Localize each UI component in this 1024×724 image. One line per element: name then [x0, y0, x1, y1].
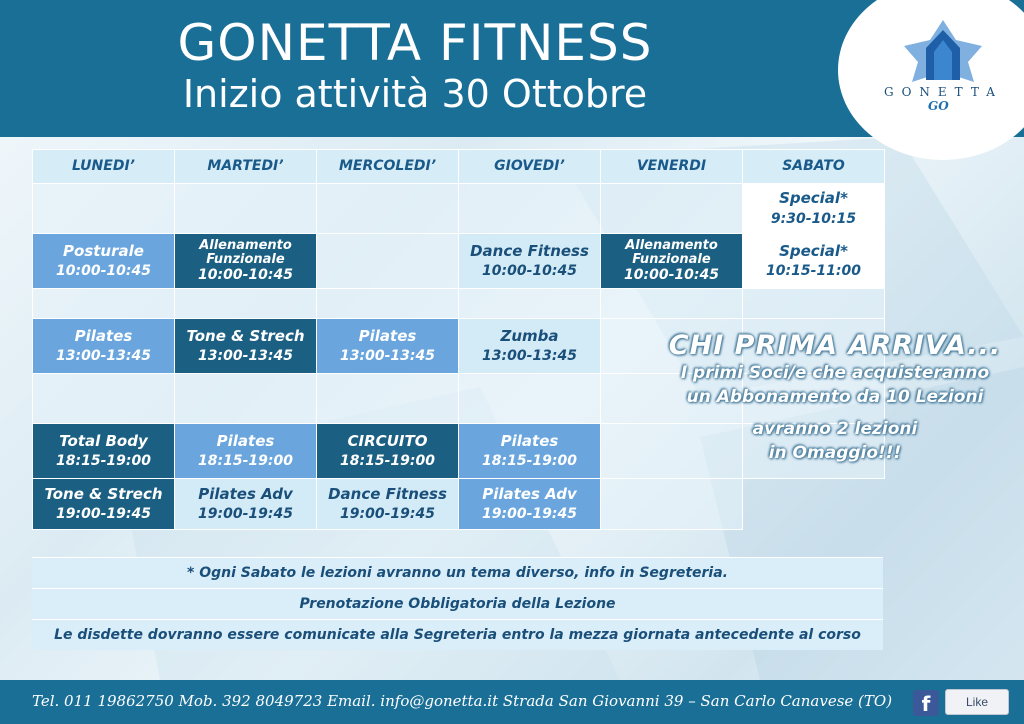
day-header: LUNEDI’: [33, 150, 175, 184]
empty-slot: [459, 374, 601, 424]
logo-wordmark: GONETTA: [884, 85, 1003, 99]
class-name: Tone & Strech: [44, 484, 163, 503]
empty-slot: [33, 374, 175, 424]
day-header: MARTEDI’: [175, 150, 317, 184]
page-subtitle: Inizio attività 30 Ottobre: [182, 72, 648, 116]
class-name: Tone & Strech: [186, 326, 305, 345]
class-time: 10:15-11:00: [766, 263, 861, 280]
class-name: Pilates: [216, 431, 275, 450]
schedule-row: [33, 234, 885, 289]
promo-line: in Omaggio!!!: [768, 443, 902, 463]
footer-bar: [0, 680, 1024, 724]
empty-slot: [459, 184, 601, 234]
class-time: 13:00-13:45: [340, 348, 435, 365]
class-time: 18:15-19:00: [340, 453, 435, 470]
empty-slot: [317, 374, 459, 424]
day-header: GIOVEDI’: [459, 150, 601, 184]
promo-block: [650, 330, 1020, 465]
empty-slot: [33, 184, 175, 234]
promo-line: avranno 2 lezioni: [752, 419, 918, 439]
class-cell: [743, 184, 885, 234]
class-time: 18:15-19:00: [198, 453, 293, 470]
empty-slot: [459, 289, 601, 319]
class-time: 13:00-13:45: [482, 348, 577, 365]
day-header: SABATO: [743, 150, 885, 184]
note-line: * Ogni Sabato le lezioni avranno un tema diverso, info in Segreteria.: [32, 557, 883, 588]
class-name: Total Body: [59, 431, 148, 450]
class-name: Pilates Adv: [198, 484, 293, 503]
empty-slot: [601, 184, 743, 234]
like-button[interactable]: Like: [945, 689, 1009, 715]
schedule-row: [33, 479, 885, 530]
class-cell: [175, 234, 317, 289]
class-time: 18:15-19:00: [56, 453, 151, 470]
class-name: Special*: [779, 241, 848, 260]
class-name: Special*: [779, 189, 848, 208]
class-cell: [33, 234, 175, 289]
empty-slot: [317, 289, 459, 319]
promo-line: I primi Soci/e che acquisteranno: [680, 363, 990, 383]
contact-info: Tel. 011 19862750 Mob. 392 8049723 Email. info@gonetta.it Strada San Giovanni 39 – San Carlo Canavese (TO): [32, 692, 893, 710]
class-cell: [317, 424, 459, 479]
promo-heading: CHI PRIMA ARRIVA...: [668, 330, 1002, 361]
class-time: 9:30-10:15: [770, 210, 857, 227]
class-name: Allenamento Funzionale: [199, 238, 292, 267]
class-cell: [175, 424, 317, 479]
class-cell: [175, 479, 317, 530]
class-cell: [33, 479, 175, 530]
class-cell: [175, 319, 317, 374]
class-cell: [601, 234, 743, 289]
class-name: Dance Fitness: [470, 241, 589, 260]
class-time: 10:00-10:45: [198, 266, 293, 283]
class-time: 13:00-13:45: [198, 348, 293, 365]
class-time: 18:15-19:00: [482, 453, 577, 470]
class-time: 10:00-10:45: [56, 263, 151, 280]
class-time: 10:00-10:45: [624, 266, 719, 283]
class-name: Zumba: [500, 326, 559, 345]
schedule-row: [33, 184, 885, 234]
class-time: 10:00-10:45: [482, 263, 577, 280]
empty-slot: [175, 184, 317, 234]
empty-slot: [601, 289, 743, 319]
class-cell: [317, 319, 459, 374]
class-name: Posturale: [63, 241, 144, 260]
note-line: Le disdette dovranno essere comunicate alla Segreteria entro la mezza giornata antecedente al corso: [32, 619, 883, 650]
class-name: Dance Fitness: [328, 484, 447, 503]
gonetta-logo-icon: [898, 18, 988, 84]
class-time: 19:00-19:45: [340, 506, 435, 523]
empty-slot: [743, 289, 885, 319]
class-cell: [743, 234, 885, 289]
facebook-icon[interactable]: f: [913, 690, 939, 716]
empty-slot: [743, 479, 885, 530]
empty-slot: [33, 289, 175, 319]
empty-slot: [317, 234, 459, 289]
note-line: Prenotazione Obbligatoria della Lezione: [32, 588, 883, 619]
class-name: Pilates: [500, 431, 559, 450]
empty-slot: [601, 479, 743, 530]
notes-section: [32, 557, 883, 650]
class-name: Pilates: [74, 326, 133, 345]
class-cell: [33, 319, 175, 374]
class-cell: [33, 424, 175, 479]
class-cell: [459, 424, 601, 479]
class-name: CIRCUITO: [347, 431, 428, 450]
class-time: 19:00-19:45: [56, 506, 151, 523]
class-name: Allenamento Funzionale: [625, 238, 718, 267]
class-cell: [317, 479, 459, 530]
spacer-row: [33, 289, 885, 319]
empty-slot: [317, 184, 459, 234]
class-name: Pilates: [358, 326, 417, 345]
class-time: 13:00-13:45: [56, 348, 151, 365]
class-cell: [459, 319, 601, 374]
day-header: VENERDI: [601, 150, 743, 184]
class-name: Pilates Adv: [482, 484, 577, 503]
class-cell: [459, 234, 601, 289]
page-title: GONETTA FITNESS: [177, 14, 653, 72]
class-cell: [459, 479, 601, 530]
logo-sub: GO: [928, 99, 949, 113]
empty-slot: [175, 289, 317, 319]
day-header: MERCOLEDI’: [317, 150, 459, 184]
class-time: 19:00-19:45: [198, 506, 293, 523]
promo-line: un Abbonamento da 10 Lezioni: [686, 387, 984, 407]
day-header-row: [33, 150, 885, 184]
class-time: 19:00-19:45: [482, 506, 577, 523]
empty-slot: [175, 374, 317, 424]
